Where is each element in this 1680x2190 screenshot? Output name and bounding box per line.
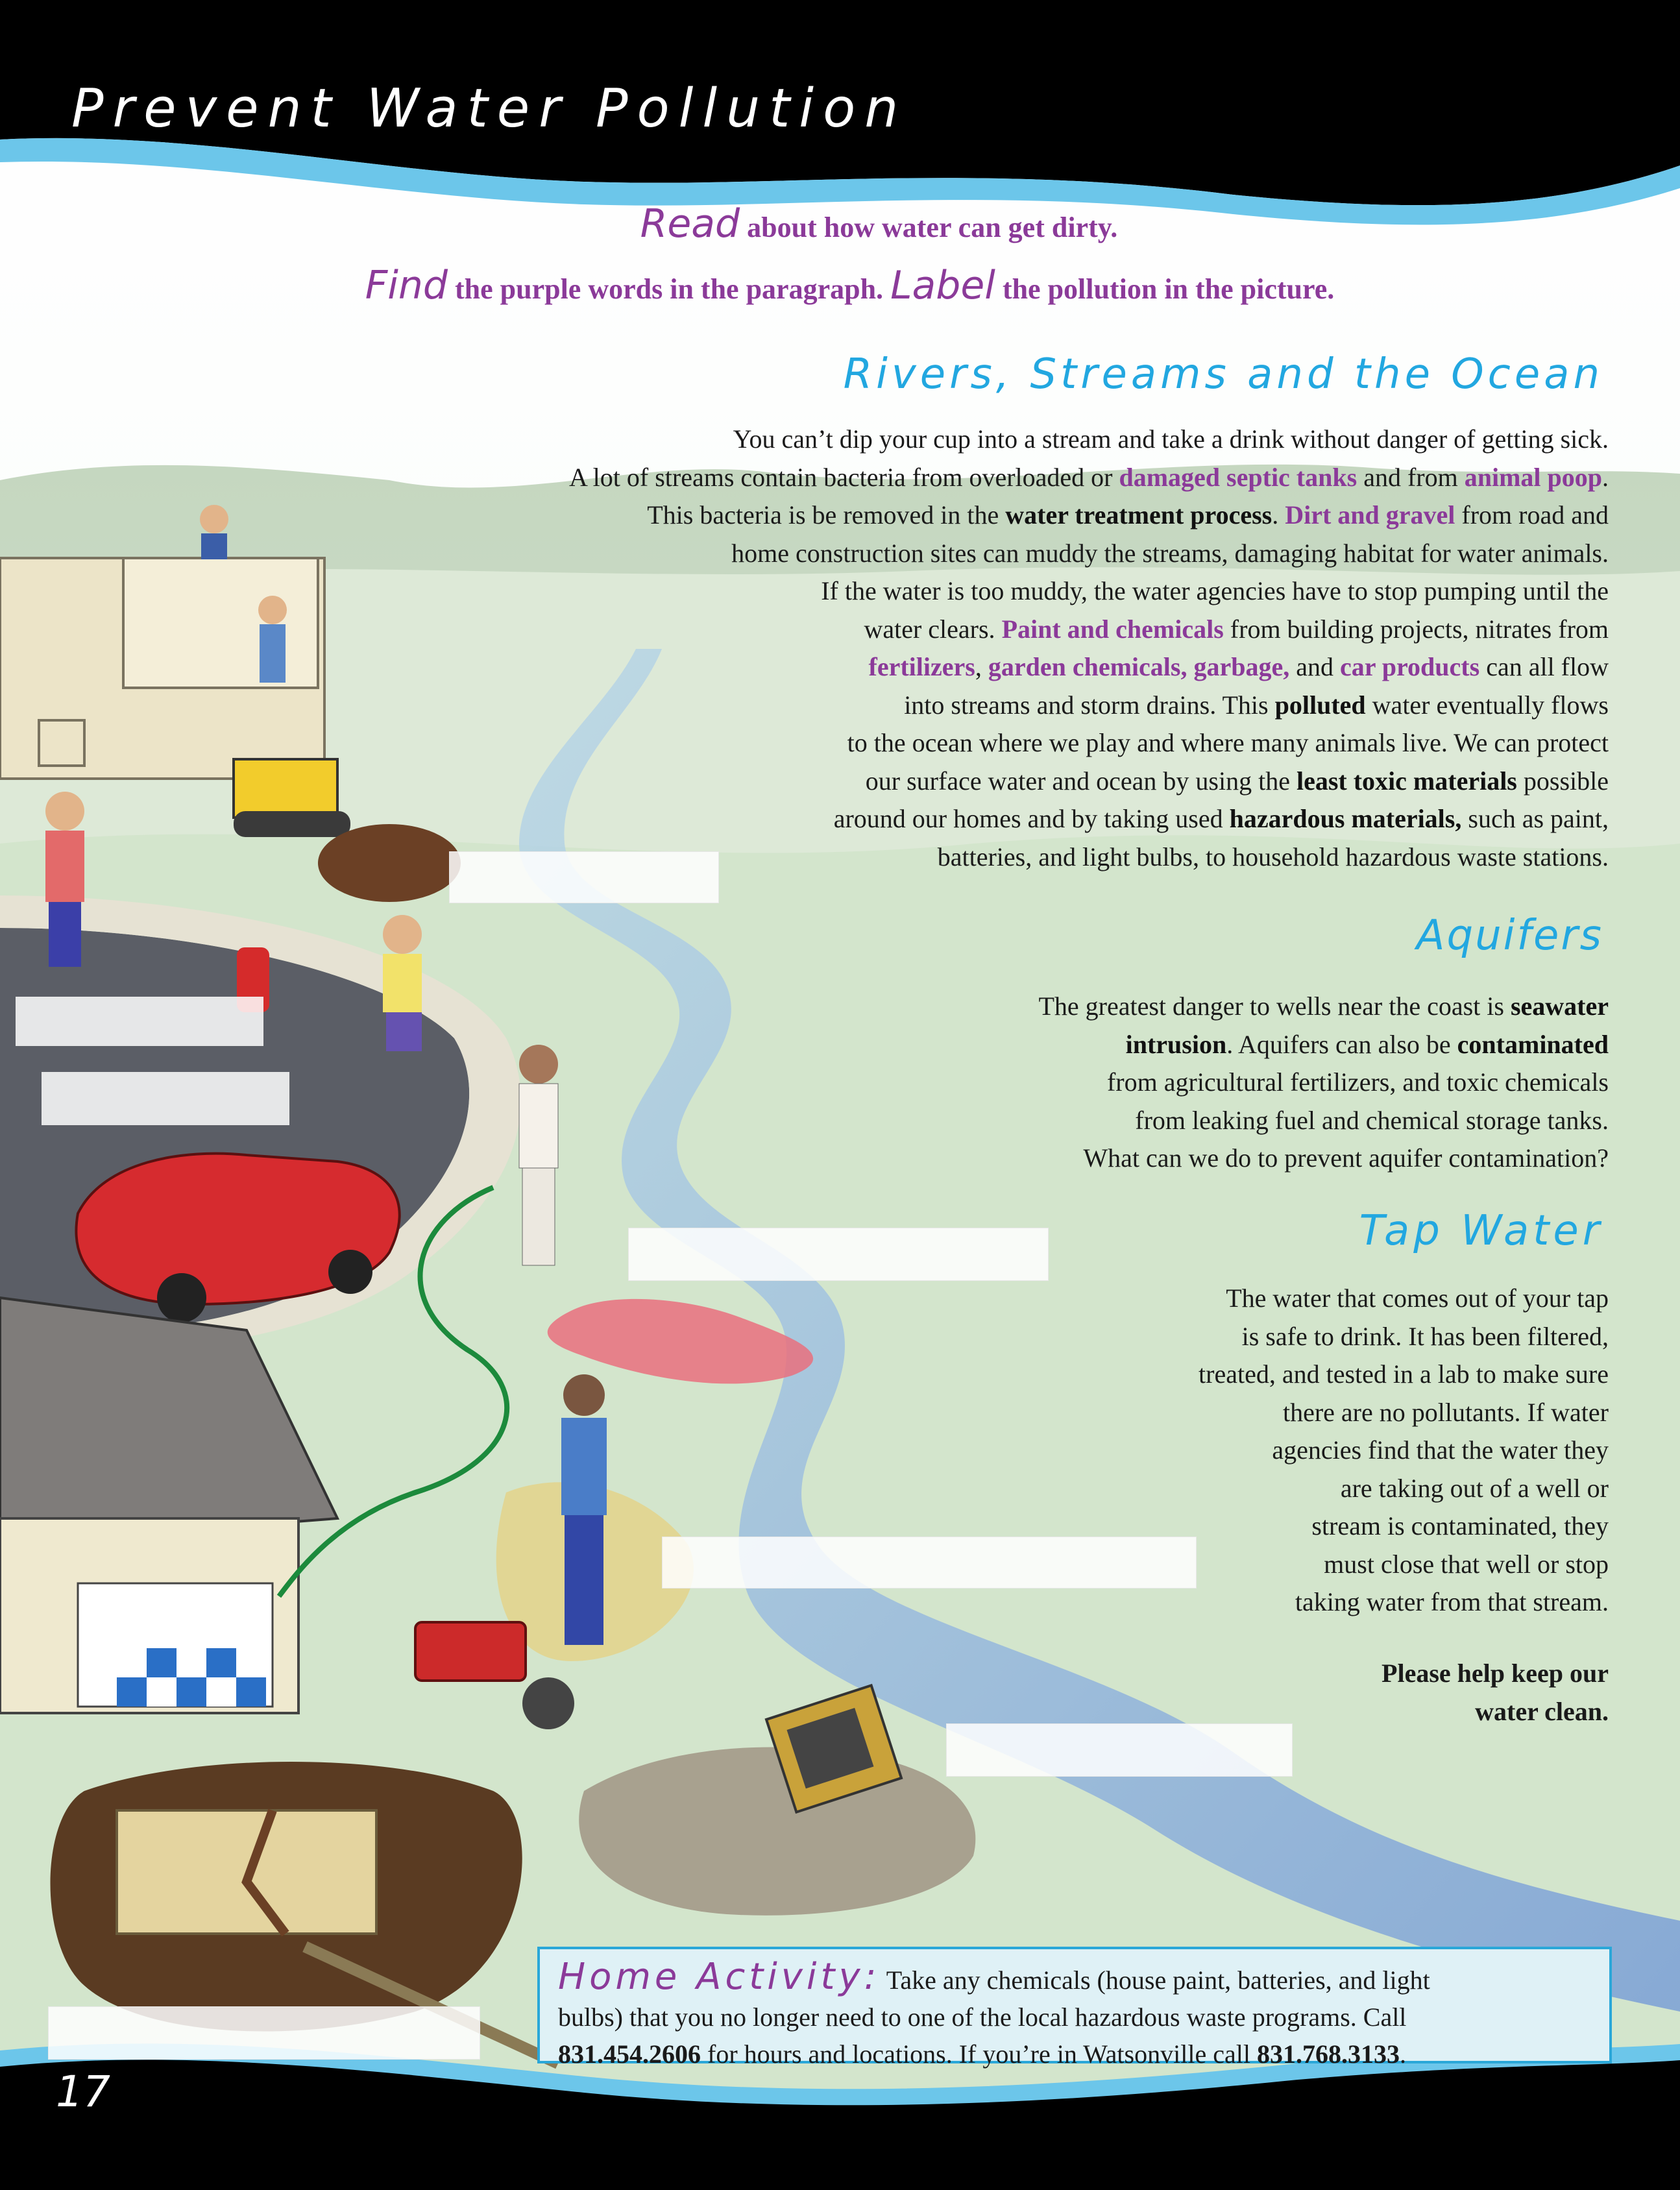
tap-line: are taking out of a well or [1340,1473,1609,1503]
intro-read [0,201,1680,247]
tap-line: agencies find that the water they [1272,1435,1609,1465]
label-box-garbage[interactable] [946,1723,1293,1777]
intro-find-label [0,263,1680,308]
aquifers-paragraph [1038,988,1609,1178]
rivers-line: into streams and storm drains. This polluted water eventually flows [904,690,1609,720]
tap-line: treated, and tested in a lab to make sure [1199,1359,1609,1389]
tap-line: taking water from that stream. [1295,1587,1609,1616]
fertilizer-spreader [415,1622,526,1681]
page-title: Prevent Water Pollution [71,78,908,140]
garbage-pile [579,1747,975,1916]
tap-paragraph [1199,1280,1609,1622]
purple-word: fertilizers [868,652,975,681]
aquifers-line: intrusion. Aquifers can also be contaminated [1125,1029,1609,1059]
phone-number: 831.768.3133 [1256,2039,1400,2069]
home-activity-box [537,1947,1612,2069]
rivers-heading: Rivers, Streams and the Ocean [843,350,1603,398]
label-box-septic[interactable] [48,2006,480,2060]
activity-line: Home Activity: Take any chemicals (house paint, batteries, and light [558,1956,1430,1998]
rivers-line: water clears. Paint and chemicals from building projects, nitrates from [864,614,1609,644]
aquifers-line: from agricultural fertilizers, and toxic chemicals [1106,1067,1609,1097]
rivers-line: A lot of streams contain bacteria from overloaded or damaged septic tanks and from animal poop. [569,462,1609,492]
label-word: Label [890,263,995,308]
tap-heading: Tap Water [1359,1207,1603,1255]
dirt-pile [318,824,461,902]
phone-number: 831.454.2606 [558,2039,701,2069]
rivers-line: If the water is too muddy, the water agencies have to stop pumping until the [821,576,1609,605]
help-line: Please help keep our [1382,1659,1609,1688]
aquifers-line: The greatest danger to wells near the coast is seawater [1038,992,1609,1021]
activity-heading: Home Activity: [558,1956,881,1998]
aquifers-line: from leaking fuel and chemical storage tanks. [1135,1105,1609,1135]
aquifers-heading: Aquifers [1416,912,1603,960]
label-box-animal-poop[interactable] [16,997,263,1046]
help-line: water clean. [1475,1696,1609,1726]
find-text: the purple words in the paragraph. [454,273,884,305]
rivers-line: around our homes and by taking used hazardous materials, such as paint, [833,804,1609,833]
label-box-fertilizer[interactable] [662,1537,1197,1588]
checkered-floor [117,1648,266,1707]
tap-line: must close that well or stop [1324,1549,1609,1579]
rivers-line: fertilizers, garden chemicals, garbage, and car products can all flow [868,652,1609,681]
tap-line: The water that comes out of your tap [1226,1284,1609,1313]
rivers-line: batteries, and light bulbs, to household hazardous waste stations. [937,842,1609,871]
purple-word: animal poop [1464,462,1602,492]
aquifers-line: What can we do to prevent aquifer contamination? [1083,1143,1609,1173]
rivers-line: home construction sites can muddy the streams, damaging habitat for water animals. [731,538,1609,568]
help-message [1382,1655,1609,1731]
person-pouring [383,915,422,1051]
painter [519,1045,558,1265]
label-box-paint[interactable] [628,1228,1049,1281]
tap-line: is safe to drink. It has been filtered, [1241,1321,1609,1351]
purple-word: car products [1339,652,1480,681]
tap-line: stream is contaminated, they [1311,1511,1609,1540]
rivers-line: our surface water and ocean by using the least toxic materials possible [865,766,1609,796]
rivers-paragraph [569,420,1609,876]
rivers-line: to the ocean where we play and where many animals live. We can protect [847,728,1609,757]
rivers-line: You can’t dip your cup into a stream and take a drink without danger of getting sick. [733,424,1609,454]
purple-word: Dirt and gravel [1285,500,1455,529]
bulldozer [234,759,337,818]
activity-line: bulbs) that you no longer need to one of the local hazardous waste programs. Call [558,2002,1407,2032]
page-number: 17 [56,2067,110,2117]
purple-word: Paint and chemicals [1001,614,1224,644]
label-box-dirt[interactable] [449,851,719,903]
activity-line: 831.454.2606 for hours and locations. If you’re in Watsonville call 831.768.3133. [558,2039,1406,2069]
read-text: about how water can get dirty. [747,212,1118,243]
label-text: the pollution in the picture. [1002,273,1335,305]
person-walking-dog [45,792,84,967]
purple-word: damaged septic tanks [1119,462,1357,492]
read-word: Read [640,201,740,247]
purple-word: garden chemicals, garbage, [988,652,1290,681]
label-box-chemicals[interactable] [42,1072,289,1125]
tap-line: there are no pollutants. If water [1282,1397,1609,1427]
rivers-line: This bacteria is be removed in the water treatment process. Dirt and gravel from road and [647,500,1609,529]
find-word: Find [365,263,448,308]
